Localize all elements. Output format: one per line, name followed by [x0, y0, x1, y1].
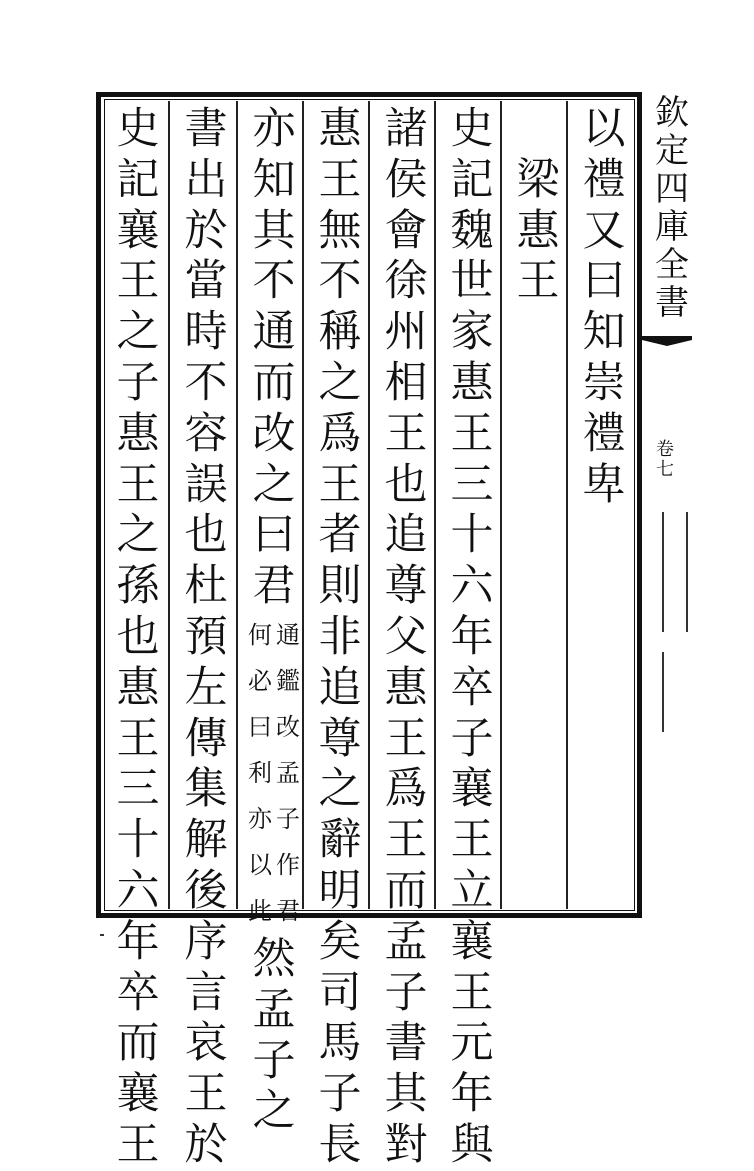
- margin-title-char: 定: [655, 131, 689, 171]
- glyph: 諸: [384, 104, 428, 154]
- column-divider: [566, 101, 568, 909]
- text-column-5: [312, 104, 368, 1170]
- glyph: 崇: [582, 357, 626, 408]
- glyph: 元: [450, 1018, 494, 1069]
- glyph: 史: [450, 104, 494, 154]
- glyph: 惠: [116, 408, 160, 459]
- text-column-3: [444, 104, 500, 1170]
- glyph: 惠: [384, 662, 428, 713]
- glyph: 於: [184, 205, 228, 256]
- glyph: 君: [276, 896, 300, 925]
- glyph: 禮: [582, 154, 626, 205]
- column-divider: [500, 101, 502, 909]
- column-divider: [302, 101, 304, 909]
- glyph: 無: [318, 205, 362, 256]
- glyph: 王: [184, 1069, 228, 1120]
- text-column-1: [576, 104, 632, 904]
- glyph: 其: [384, 1069, 428, 1120]
- glyph: 王: [384, 408, 428, 459]
- margin-rule: [662, 652, 664, 732]
- column-divider: [368, 101, 370, 909]
- glyph: 孟: [252, 984, 296, 1035]
- text-column-4: [378, 104, 434, 1170]
- glyph: 子: [450, 713, 494, 764]
- text-column-7: [178, 104, 234, 1170]
- glyph: 知: [582, 307, 626, 358]
- commentary-note: [246, 612, 302, 934]
- glyph: 以: [248, 850, 272, 879]
- margin-title-char: 欽: [655, 93, 689, 133]
- glyph: 三: [450, 459, 494, 510]
- margin-title-char: 書: [655, 283, 689, 323]
- glyph: 卑: [582, 459, 626, 510]
- glyph: 則: [318, 561, 362, 612]
- glyph: 襄: [450, 916, 494, 967]
- glyph: 王: [116, 713, 160, 764]
- glyph: 者: [318, 510, 362, 561]
- column-divider: [236, 101, 238, 909]
- glyph: 爲: [318, 408, 362, 459]
- paper-mark: [100, 934, 104, 936]
- glyph: 時: [184, 307, 228, 358]
- glyph: 王: [516, 256, 560, 307]
- glyph: 曰: [248, 712, 272, 741]
- text-column-2: [510, 104, 566, 904]
- glyph: 卒: [116, 967, 160, 1018]
- glyph: 王: [450, 408, 494, 459]
- glyph: 於: [184, 1119, 228, 1170]
- glyph: 稱: [318, 307, 362, 358]
- glyph: 尊: [318, 713, 362, 764]
- margin-title-char: 全: [655, 245, 689, 285]
- glyph: 襄: [116, 1069, 160, 1120]
- glyph: 司: [318, 967, 362, 1018]
- glyph: 父: [384, 611, 428, 662]
- glyph: 曰: [252, 510, 296, 561]
- glyph: 改: [276, 712, 300, 741]
- glyph: 作: [276, 850, 300, 879]
- glyph: 魏: [450, 205, 494, 256]
- glyph: 襄: [116, 205, 160, 256]
- glyph: 不: [252, 256, 296, 307]
- glyph: 非: [318, 611, 362, 662]
- glyph: 序: [184, 916, 228, 967]
- glyph: 書: [384, 1018, 428, 1069]
- glyph: 侯: [384, 154, 428, 205]
- collection-title: [648, 94, 696, 322]
- glyph: 此: [248, 896, 272, 925]
- glyph: 惠: [516, 205, 560, 256]
- glyph: 卒: [450, 662, 494, 713]
- glyph: 以: [582, 104, 626, 154]
- glyph: 王: [318, 154, 362, 205]
- glyph: 年: [450, 611, 494, 662]
- glyph: 不: [318, 256, 362, 307]
- glyph: 改: [252, 408, 296, 459]
- volume-number: [656, 440, 674, 480]
- glyph: 惠: [450, 357, 494, 408]
- glyph: 之: [318, 357, 362, 408]
- page-margin: [642, 92, 702, 918]
- glyph: 馬: [318, 1018, 362, 1069]
- glyph: 其: [252, 205, 296, 256]
- glyph: 六: [450, 561, 494, 612]
- glyph: 也: [184, 510, 228, 561]
- glyph: 當: [184, 256, 228, 307]
- glyph: 王: [116, 1119, 160, 1170]
- glyph: 也: [116, 611, 160, 662]
- glyph: 君: [252, 561, 296, 612]
- glyph: 記: [116, 154, 160, 205]
- glyph: 梁: [516, 154, 560, 205]
- glyph: 之: [116, 510, 160, 561]
- commentary-right: [275, 612, 301, 934]
- glyph: 曰: [582, 256, 626, 307]
- glyph: 六: [116, 865, 160, 916]
- glyph: 史: [116, 104, 160, 154]
- glyph: 世: [450, 256, 494, 307]
- glyph: 立: [450, 865, 494, 916]
- glyph: 十: [450, 510, 494, 561]
- glyph: 明: [318, 865, 362, 916]
- text-column-6: [246, 104, 302, 1137]
- glyph: 州: [384, 307, 428, 358]
- glyph: 之: [116, 307, 160, 358]
- glyph: 後: [184, 865, 228, 916]
- volume-char: 卷: [656, 439, 674, 460]
- glyph: 杜: [184, 561, 228, 612]
- glyph: 利: [248, 758, 272, 787]
- glyph: 追: [384, 510, 428, 561]
- glyph: 左: [184, 662, 228, 713]
- glyph: 子: [384, 967, 428, 1018]
- glyph: 傳: [184, 713, 228, 764]
- glyph: 爲: [384, 764, 428, 815]
- glyph: 然: [252, 933, 296, 984]
- glyph: 孟: [276, 758, 300, 787]
- glyph: 之: [318, 764, 362, 815]
- glyph: 襄: [450, 764, 494, 815]
- glyph: 子: [252, 1035, 296, 1086]
- glyph: 也: [384, 459, 428, 510]
- glyph: 又: [582, 205, 626, 256]
- glyph: 相: [384, 357, 428, 408]
- glyph: 而: [384, 865, 428, 916]
- glyph: 通: [276, 620, 300, 649]
- glyph: 尊: [384, 561, 428, 612]
- glyph: 言: [184, 967, 228, 1018]
- glyph: 鑑: [276, 666, 300, 695]
- glyph: 王: [318, 459, 362, 510]
- glyph: 王: [384, 815, 428, 866]
- glyph: 預: [184, 611, 228, 662]
- glyph: 與: [450, 1119, 494, 1170]
- glyph: 記: [450, 154, 494, 205]
- glyph: 長: [318, 1119, 362, 1170]
- glyph: 王: [450, 967, 494, 1018]
- glyph: 之: [252, 459, 296, 510]
- glyph: 哀: [184, 1018, 228, 1069]
- glyph: 亦: [252, 104, 296, 154]
- glyph: 三: [116, 764, 160, 815]
- glyph: 追: [318, 662, 362, 713]
- glyph: 知: [252, 154, 296, 205]
- column-divider: [434, 101, 436, 909]
- glyph: 禮: [582, 408, 626, 459]
- glyph: 書: [184, 104, 228, 154]
- fishtail-mark: [642, 336, 692, 346]
- glyph: 王: [116, 459, 160, 510]
- glyph: 矣: [318, 916, 362, 967]
- glyph: 王: [384, 713, 428, 764]
- glyph: 惠: [318, 104, 362, 154]
- glyph: 辭: [318, 815, 362, 866]
- glyph: 惠: [116, 662, 160, 713]
- volume-char: 七: [656, 459, 674, 480]
- glyph: 解: [184, 815, 228, 866]
- margin-rule: [662, 512, 664, 632]
- glyph: 誤: [184, 459, 228, 510]
- margin-title-char: 庫: [655, 207, 689, 247]
- glyph: 必: [248, 666, 272, 695]
- glyph: 不: [184, 357, 228, 408]
- glyph: 何: [248, 620, 272, 649]
- glyph: 家: [450, 307, 494, 358]
- glyph: 孟: [384, 916, 428, 967]
- commentary-left: [247, 612, 273, 934]
- glyph: 子: [318, 1069, 362, 1120]
- margin-title-char: 四: [655, 169, 689, 209]
- glyph: 通: [252, 307, 296, 358]
- glyph: 子: [276, 804, 300, 833]
- glyph: 孫: [116, 561, 160, 612]
- glyph: 而: [116, 1018, 160, 1069]
- glyph: 之: [252, 1086, 296, 1137]
- glyph: 王: [116, 256, 160, 307]
- glyph: 子: [116, 357, 160, 408]
- glyph: 年: [450, 1069, 494, 1120]
- indent-space: [510, 104, 566, 155]
- margin-rule: [686, 512, 688, 632]
- glyph: 徐: [384, 256, 428, 307]
- text-column-8: [110, 104, 166, 1170]
- glyph: 集: [184, 764, 228, 815]
- glyph: 亦: [248, 804, 272, 833]
- glyph: 王: [450, 815, 494, 866]
- column-divider: [168, 101, 170, 909]
- glyph: 容: [184, 408, 228, 459]
- glyph: 出: [184, 154, 228, 205]
- glyph: 而: [252, 357, 296, 408]
- glyph: 年: [116, 916, 160, 967]
- glyph: 對: [384, 1119, 428, 1170]
- glyph: 十: [116, 815, 160, 866]
- glyph: 會: [384, 205, 428, 256]
